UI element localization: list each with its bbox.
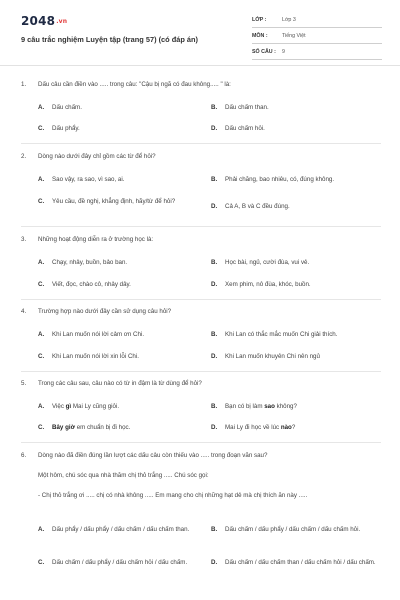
option-text-post: ? (291, 424, 296, 431)
option-text-bold: Bây giờ (52, 424, 75, 431)
option-text: Dấu phẩy. (52, 125, 80, 132)
option-text-post: em chuẩn bị đi học. (74, 424, 131, 431)
option-a[interactable] (38, 175, 203, 184)
option-letter: B. (211, 176, 218, 183)
option-text-pre: Việc (52, 403, 66, 410)
option-b[interactable] (211, 103, 376, 112)
option-letter: C. (38, 125, 45, 132)
option-a[interactable] (38, 402, 203, 411)
option-c[interactable] (38, 124, 203, 133)
logo-text: 2048 (21, 14, 56, 28)
meta-value: Lớp 3 (282, 16, 296, 23)
option-letter: B. (211, 526, 218, 533)
option-text-pre: Mai Ly đi học về lúc (225, 424, 281, 431)
option-letter: B. (211, 403, 218, 410)
option-b[interactable] (211, 402, 376, 411)
option-text: Dấu chấm / dấu chấm than / dấu chấm hỏi / dấu chấm. (225, 559, 376, 566)
option-text: Viết, đọc, chào cô, nhảy dây. (52, 281, 131, 288)
meta-row-subject (252, 28, 382, 44)
option-c[interactable] (38, 280, 203, 289)
option-letter: B. (211, 331, 218, 338)
option-letter: D. (211, 203, 218, 210)
option-c[interactable] (38, 197, 196, 206)
option-b[interactable] (211, 258, 376, 267)
option-letter: C. (38, 281, 45, 288)
option-letter: C. (38, 559, 45, 566)
divider (21, 371, 381, 372)
question-text (21, 379, 378, 388)
option-letter: D. (211, 281, 218, 288)
option-text: Dấu chấm than. (225, 104, 269, 111)
question-text (21, 152, 378, 161)
option-d[interactable] (211, 280, 376, 289)
option-d[interactable] (211, 352, 376, 361)
option-text: Học bài, ngủ, cười đùa, vui vẻ. (225, 259, 310, 266)
meta-value: 9 (282, 48, 285, 55)
option-text: Dấu chấm. (52, 104, 82, 111)
option-letter: B. (211, 104, 218, 111)
option-text: Dấu chấm hỏi. (225, 125, 265, 132)
option-text: Khi Lan muốn khuyên Chi nên ngủ (225, 353, 320, 360)
option-text: Chạy, nhảy, buồn, bảo ban. (52, 259, 128, 266)
question-body: Dấu câu cần điền vào ..... trong câu: "Cậu bị ngã có đau không..... " là: (38, 81, 231, 88)
question-number: 4. (21, 308, 27, 315)
question-body: Dòng nào dưới đây chỉ gồm các từ để hỏi? (38, 153, 156, 160)
option-text (225, 423, 376, 432)
option-letter: A. (38, 176, 45, 183)
option-letter: A. (38, 403, 45, 410)
option-text: Yêu cầu, đề nghị, khẳng định, hãy/từ để hỏi? (52, 198, 176, 205)
option-text: Khi Lan có thắc mắc muốn Chi giải thích. (225, 331, 338, 338)
option-letter: C. (38, 353, 45, 360)
option-letter: D. (211, 424, 218, 431)
option-b[interactable] (211, 525, 371, 534)
option-text-post: Mai Ly cũng giỏi. (71, 403, 120, 410)
divider (21, 143, 381, 144)
option-c[interactable] (38, 352, 203, 361)
option-letter: C. (38, 424, 45, 431)
option-text-pre: Bạn có bị làm (225, 403, 265, 410)
passage-line-1: Một hôm, chú sóc qua nhà thăm chị thỏ trắng ..... Chú sóc gọi: (38, 472, 209, 479)
meta-row-count (252, 44, 382, 60)
option-text: Phải chăng, bao nhiêu, có, đúng không. (225, 176, 335, 183)
question-text (21, 235, 378, 244)
option-d[interactable] (211, 124, 376, 133)
option-c[interactable] (38, 423, 203, 432)
option-d[interactable] (211, 202, 376, 211)
logo-suffix: .vn (56, 18, 68, 25)
passage-line-2: - Chị thỏ trắng ơi ..... chị có nhà không ..... Em mang cho chị những hạt dẻ mà chị thích ăn này ..... (38, 492, 308, 499)
option-text: Khi Lan muốn nói lời xin lỗi Chi. (52, 353, 139, 360)
meta-value: Tiếng Việt (282, 32, 306, 39)
question-number: 6. (21, 452, 27, 459)
option-text: Xem phim, nô đùa, khóc, buồn. (225, 281, 311, 288)
option-letter: C. (38, 198, 45, 205)
option-c[interactable] (38, 558, 198, 567)
question-body: Trường hợp nào dưới đây cần sử dụng câu hỏi? (38, 308, 172, 315)
option-d[interactable] (211, 423, 376, 432)
option-letter: A. (38, 526, 45, 533)
option-a[interactable] (38, 258, 203, 267)
question-text (21, 451, 378, 460)
question-number: 1. (21, 81, 27, 88)
question-text (21, 307, 378, 316)
option-text: Dấu chấm / dấu phẩy / dấu chấm / dấu chấm hỏi. (225, 526, 361, 533)
option-letter: A. (38, 331, 45, 338)
option-letter: A. (38, 259, 45, 266)
option-text: Dấu chấm / dấu phẩy / dấu chấm hỏi / dấu chấm. (52, 559, 188, 566)
option-letter: D. (211, 353, 218, 360)
page-title: 9 câu trắc nghiệm Luyện tập (trang 57) (có đáp án) (21, 35, 198, 44)
option-text-bold: gì (65, 403, 72, 410)
option-a[interactable] (38, 103, 203, 112)
option-text: Cả A, B và C đều đúng. (225, 203, 290, 210)
question-number: 3. (21, 236, 27, 243)
option-text: Sao vậy, ra sao, vì sao, ai. (52, 176, 125, 183)
option-letter: D. (211, 559, 218, 566)
option-text-post: không? (274, 403, 297, 410)
option-letter: B. (211, 259, 218, 266)
question-number: 2. (21, 153, 27, 160)
question-text (21, 80, 378, 89)
meta-row-class (252, 12, 382, 28)
site-logo[interactable] (21, 14, 67, 28)
question-body: Trong các câu sau, câu nào có từ in đậm là từ dùng để hỏi? (38, 380, 202, 387)
divider (21, 299, 381, 300)
meta-key: MÔN : (252, 32, 268, 39)
question-body: Những hoạt động diễn ra ở trường học là: (38, 236, 154, 243)
option-text-bold: nào (280, 424, 292, 431)
option-letter: A. (38, 104, 45, 111)
option-b[interactable] (211, 175, 376, 184)
divider (21, 442, 381, 443)
option-letter: D. (211, 125, 218, 132)
option-a[interactable] (38, 330, 203, 339)
page-header (0, 0, 400, 66)
option-d[interactable] (211, 558, 376, 567)
meta-key: LỚP : (252, 16, 267, 23)
option-text-bold: sao (264, 403, 275, 410)
divider (21, 226, 381, 227)
option-a[interactable] (38, 525, 198, 534)
meta-key: SỐ CÂU : (252, 48, 276, 55)
option-b[interactable] (211, 330, 383, 339)
meta-table (252, 12, 382, 60)
option-text (225, 402, 376, 411)
option-text: Dấu phẩy / dấu phẩy / dấu chấm / dấu chấm than. (52, 526, 190, 533)
option-text (52, 402, 203, 411)
question-number: 5. (21, 380, 27, 387)
option-text (52, 423, 203, 432)
question-body: Dòng nào đã điền đúng lần lượt các dấu câu còn thiếu vào ..... trong đoạn văn sau? (38, 452, 268, 459)
option-text: Khi Lan muốn nói lời cảm ơn Chi. (52, 331, 145, 338)
